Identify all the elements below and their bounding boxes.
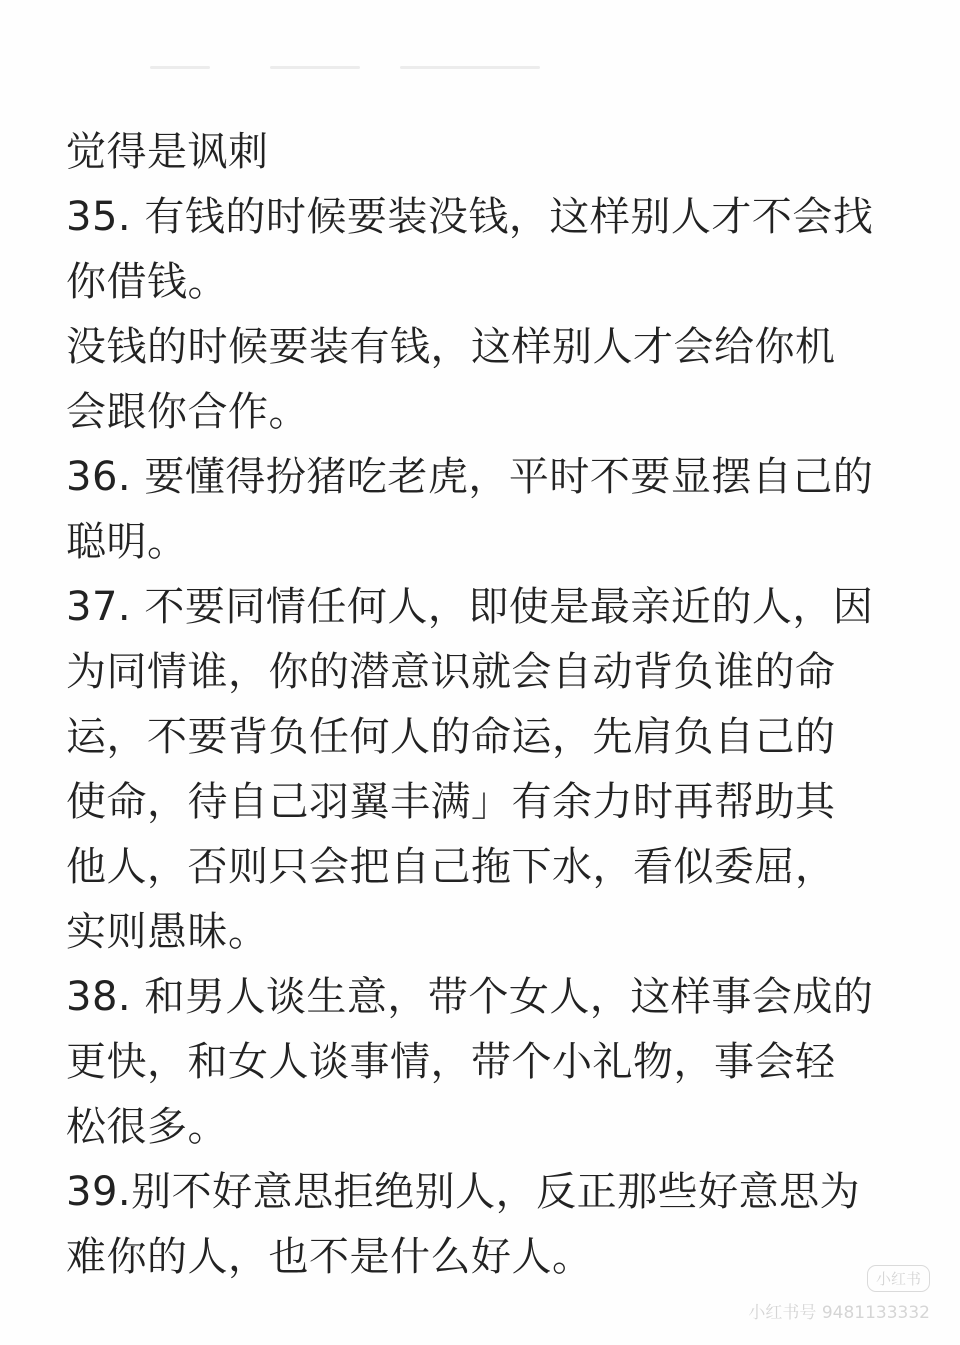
text-line-17: 39.别不好意思拒绝别人，反正那些好意思为 bbox=[66, 1169, 861, 1215]
text-line-4: 没钱的时候要装有钱，这样别人才会给你机 bbox=[66, 324, 836, 370]
text-line-15: 更快，和女人谈事情，带个小礼物，事会轻 bbox=[66, 1039, 836, 1085]
text-line-14: 38. 和男人谈生意，带个女人，这样事会成的 bbox=[66, 974, 874, 1020]
watermark bbox=[748, 1265, 930, 1323]
text-line-10: 运，不要背负任何人的命运，先肩负自己的 bbox=[66, 714, 836, 760]
text-body bbox=[66, 120, 906, 1290]
text-line-9: 为同情谁，你的潜意识就会自动背负谁的命 bbox=[66, 649, 836, 695]
text-line-1: 觉得是讽刺 bbox=[66, 129, 269, 175]
text-line-3: 你借钱。 bbox=[66, 259, 228, 305]
text-line-6: 36. 要懂得扮猪吃老虎，平时不要显摆自己的 bbox=[66, 454, 874, 500]
watermark-logo: 小红书 bbox=[867, 1265, 930, 1292]
text-line-2: 35. 有钱的时候要装没钱，这样别人才不会找 bbox=[66, 194, 874, 240]
watermark-handle: 小红书号 9481133332 bbox=[748, 1303, 930, 1323]
text-line-5: 会跟你合作。 bbox=[66, 389, 309, 435]
faint-header-remnant bbox=[150, 52, 570, 92]
text-line-18: 难你的人，也不是什么好人。 bbox=[66, 1234, 593, 1280]
text-line-12: 他人，否则只会把自己拖下水，看似委屈， bbox=[66, 844, 836, 890]
text-line-13: 实则愚昧。 bbox=[66, 909, 269, 955]
text-line-8: 37. 不要同情任何人，即使是最亲近的人，因 bbox=[66, 584, 874, 630]
text-line-11: 使命，待自己羽翼丰满」有余力时再帮助其 bbox=[66, 779, 836, 825]
text-line-16: 松很多。 bbox=[66, 1104, 228, 1150]
text-line-7: 聪明。 bbox=[66, 519, 188, 565]
